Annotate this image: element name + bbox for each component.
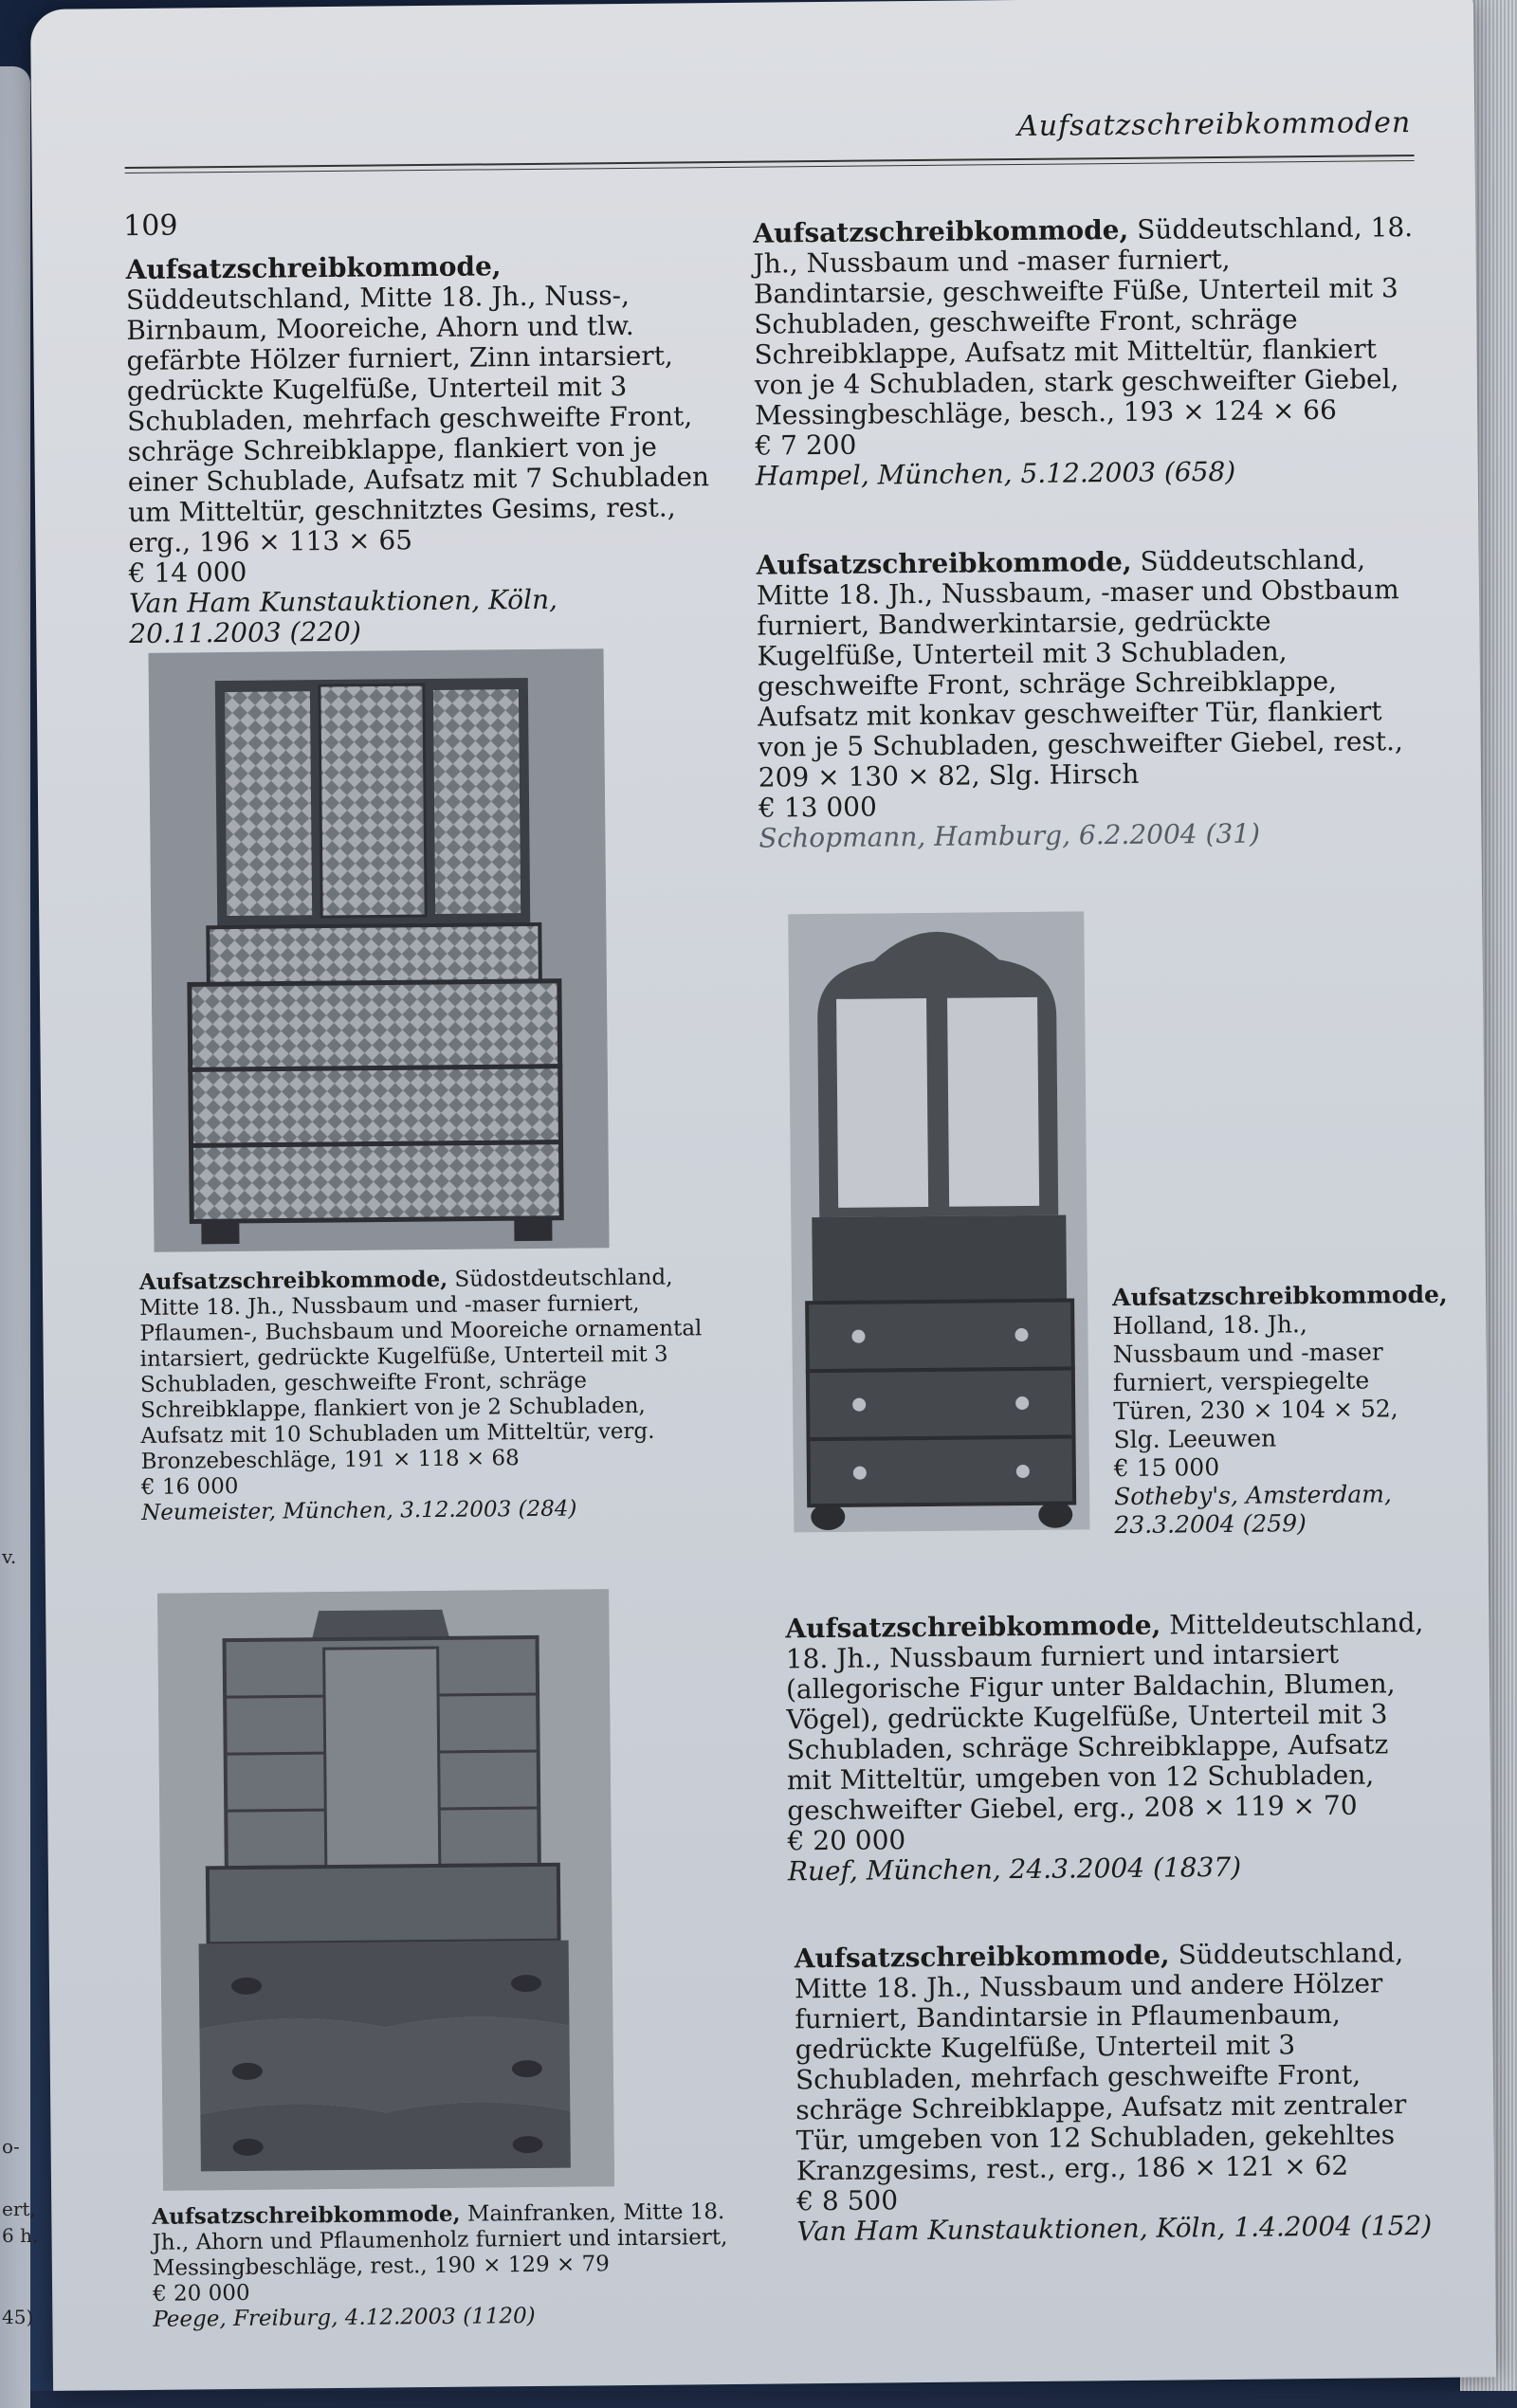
catalog-entry [753, 212, 1419, 492]
book-page [30, 0, 1496, 2391]
furniture-photo [157, 1589, 614, 2191]
entry-body: Süddeutschland, 18. Jh., Nussbaum und -maser furniert, Bandintarsie, geschweifte Füße, Unterteil mit 3 Schubladen, geschweifte Front, schräge Schreibklappe, Aufsatz mit Mitteltür, flankiert von je 4 Schubladen, stark geschweifter Giebel, Messingbeschläge, besch., 193 × 124 × 66 [753, 211, 1414, 431]
left-page-fragment: ert, [2, 2198, 36, 2220]
photo-caption [1111, 1280, 1448, 1540]
entry-body: Mitteldeutschland, 18. Jh., Nussbaum furniert und intarsiert (allegorische Figur unter Baldachin, Blumen, Vögel), gedrückte Kugelfüße, Unterteil mit 3 Schubladen, schräge Schreibklappe, Aufsatz mit Mitteltür, umgeben von 12 Schubladen, geschweifter Giebel, erg., 208 × 119 × 70 [785, 1606, 1424, 1827]
left-page-fragment: 45) [2, 2306, 34, 2328]
catalog-entry [795, 1938, 1452, 2248]
entry-price: € 20 000 [787, 1824, 906, 1857]
entry-price: € 20 000 [153, 2280, 250, 2307]
left-page-fragment: v. [2, 1545, 17, 1568]
entry-title: Aufsatzschreibkommode, [794, 1939, 1170, 1975]
entry-source: Schopmann, Hamburg, 6.2.2004 (31) [758, 817, 1261, 854]
photo-caption [152, 2198, 740, 2333]
catalog-entry [757, 544, 1423, 854]
entry-body: Südostdeutschland, Mitte 18. Jh., Nussbaum und -maser furniert, Pflaumen-, Buchsbaum und Mooreiche ornamental intarsiert, gedrückte Kugelfüße, Unterteil mit 3 Schubladen, geschweifte Front, schräge Schreibklappe, flankiert von je 2 Schubladen, Aufsatz mit 10 Schubladen um Mitteltür, verg. Bronzebeschläge, 191 × 118 × 68 [139, 1265, 703, 1474]
entry-source: Hampel, München, 5.12.2003 (658) [755, 455, 1236, 492]
entry-title: Aufsatzschreibkommode, [1111, 1280, 1448, 1312]
entry-source: Ruef, München, 24.3.2004 (1837) [787, 1851, 1242, 1888]
entry-price: € 13 000 [758, 791, 877, 824]
entry-source: Sotheby's, Amsterdam, 23.3.2004 (259) [1113, 1480, 1393, 1540]
entry-price: € 8 500 [796, 2184, 899, 2217]
entry-body: Süddeutschland, Mitte 18. Jh., Nuss-, Birnbaum, Mooreiche, Ahorn und tlw. gefärbte Hölzer furniert, Zinn intarsiert, gedrückte Kugelfüße, Unterteil mit 3 Schubladen, mehrfach geschweifte Front, schräge Schreibklappe, flankiert von je einer Schublade, Aufsatz mit 7 Schubladen um Mitteltür, geschnitztes Gesims, rest., erg., 196 × 113 × 65 [125, 279, 710, 559]
left-page-fragment: 6 h. [2, 2224, 39, 2247]
entry-price: € 16 000 [140, 1473, 239, 1500]
left-page-fragment: o- [2, 2135, 20, 2158]
entry-body: Mainfranken, Mitte 18. Jh., Ahorn und Pflaumenholz furniert und intarsiert, Messingbeschläge, rest., 190 × 129 × 79 [152, 2199, 728, 2281]
photo-caption [139, 1264, 730, 1526]
catalog-entry [785, 1608, 1442, 1888]
left-page-edge [0, 66, 30, 2408]
entry-source: Neumeister, München, 3.12.2003 (284) [141, 1496, 577, 1525]
furniture-photo [149, 648, 610, 1252]
page-number: 109 [123, 209, 178, 244]
running-head: Aufsatzschreibkommoden [1016, 106, 1412, 144]
entry-title: Aufsatzschreibkommode, [125, 250, 502, 286]
catalog-entry [125, 249, 717, 649]
header-rule [125, 155, 1415, 173]
entry-price: € 14 000 [128, 556, 247, 590]
entry-title: Aufsatzschreibkommode, [152, 2200, 461, 2230]
entry-source: Van Ham Kunstauktionen, Köln, 1.4.2004 (152) [796, 2209, 1433, 2248]
entry-body: Holland, 18. Jh., Nussbaum und -maser furniert, verspiegelte Türen, 230 × 104 × 52, Slg. Leeuwen [1112, 1310, 1398, 1454]
entry-source: Peege, Freiburg, 4.12.2003 (1120) [153, 2303, 536, 2332]
entry-title: Aufsatzschreibkommode, [785, 1609, 1161, 1645]
entry-price: € 15 000 [1113, 1453, 1220, 1483]
entry-title: Aufsatzschreibkommode, [138, 1266, 448, 1295]
entry-price: € 7 200 [755, 429, 857, 462]
entry-title: Aufsatzschreibkommode, [756, 545, 1132, 581]
entry-source: Van Ham Kunstauktionen, Köln, 20.11.2003 (220) [128, 583, 558, 650]
furniture-photo [788, 911, 1089, 1532]
entry-body: Süddeutschland, Mitte 18. Jh., Nussbaum, -maser und Obstbaum furniert, Bandwerkintarsie, gedrückte Kugelfüße, Unterteil mit 3 Schubladen, geschweifte Front, schräge Schreibklappe, Aufsatz mit konkav geschweifter Tür, flankiert von je 5 Schubladen, geschweifter Giebel, rest., 209 × 130 × 82, Slg. Hirsch [756, 543, 1404, 794]
entry-title: Aufsatzschreibkommode, [753, 213, 1129, 249]
entry-body: Süddeutschland, Mitte 18. Jh., Nussbaum und andere Hölzer furniert, Bandintarsie in Pflaumenbaum, gedrückte Kugelfüße, Unterteil mit 3 Schubladen, mehrfach geschweifte Front, schräge Schreibklappe, Aufsatz mit zentraler Tür, umgeben von 12 Schubladen, gekehltes Kranzgesims, rest., erg., 186 × 121 × 62 [794, 1937, 1407, 2187]
